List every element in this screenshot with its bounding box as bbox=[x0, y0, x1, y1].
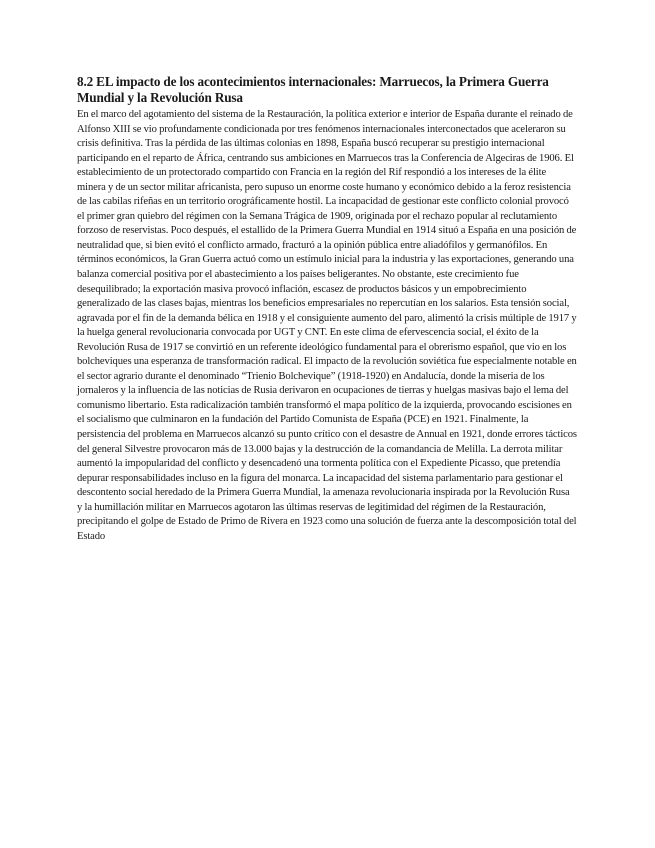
document-page bbox=[77, 74, 577, 544]
section-body-paragraph: En el marco del agotamiento del sistema de la Restauración, la política exterior e interior de España durante el reinado de Alfonso XIII se vio profundamente condicionada por tres fenómenos internacionales interconectados que aceleraron su crisis definitiva. Tras la pérdida de las últimas colonias en 1898, España buscó recuperar su prestigio internacional participando en el reparto de África, centrando sus ambiciones en Marruecos tras la Conferencia de Algeciras de 1906. El establecimiento de un protectorado compartido con Francia en la región del Rif respondió a los intereses de la élite minera y de un sector militar africanista, pero supuso un enorme coste humano y económico debido a la feroz resistencia de las cabilas rifeñas en un territorio orográficamente hostil. La incapacidad de gestionar este conflicto colonial provocó el primer gran quiebro del régimen con la Semana Trágica de 1909, originada por el rechazo popular al reclutamiento forzoso de reservistas. Poco después, el estallido de la Primera Guerra Mundial en 1914 situó a España en una posición de neutralidad que, si bien evitó el conflicto armado, fracturó a la opinión pública entre aliadófilos y germanófilos. En términos económicos, la Gran Guerra actuó como un estímulo inicial para la industria y las exportaciones, generando una balanza comercial positiva por el abastecimiento a los países beligerantes. No obstante, este crecimiento fue desequilibrado; la exportación masiva provocó inflación, escasez de productos básicos y un empobrecimiento generalizado de las clases bajas, mientras los beneficios empresariales no repercutían en los salarios. Esta tensión social, agravada por el fin de la demanda bélica en 1918 y el consiguiente aumento del paro, alimentó la crisis múltiple de 1917 y la huelga general revolucionaria convocada por UGT y CNT. En este clima de efervescencia social, el éxito de la Revolución Rusa de 1917 se convirtió en un referente ideológico fundamental para el obrerismo español, que vio en los bolcheviques una esperanza de transformación radical. El impacto de la revolución soviética fue especialmente notable en el sector agrario durante el denominado “Trienio Bolchevique” (1918-1920) en Andalucía, donde la miseria de los jornaleros y la influencia de las noticias de Rusia derivaron en ocupaciones de tierras y huelgas masivas bajo el lema del comunismo libertario. Esta radicalización también transformó el mapa político de la izquierda, provocando escisiones en el socialismo que culminaron en la fundación del Partido Comunista de España (PCE) en 1921. Finalmente, la persistencia del problema en Marruecos alcanzó su punto crítico con el desastre de Annual en 1921, donde errores tácticos del general Silvestre provocaron más de 13.000 bajas y la destrucción de la comandancia de Melilla. La derrota militar aumentó la impopularidad del conflicto y desencadenó una tormenta política con el Expediente Picasso, que pretendía depurar responsabilidades incluso en la figura del monarca. La incapacidad del sistema parlamentario para gestionar el descontento social heredado de la Primera Guerra Mundial, la amenaza revolucionaria inspirada por la Revolución Rusa y la humillación militar en Marruecos agotaron las últimas reservas de legitimidad del régimen de la Restauración, precipitando el golpe de Estado de Primo de Rivera en 1923 como una solución de fuerza ante la descomposición total del Estado bbox=[77, 109, 577, 542]
section-heading: 8.2 EL impacto de los acontecimientos internacionales: Marruecos, la Primera Guerra Mundial y la Revolución Rusa bbox=[77, 74, 549, 105]
